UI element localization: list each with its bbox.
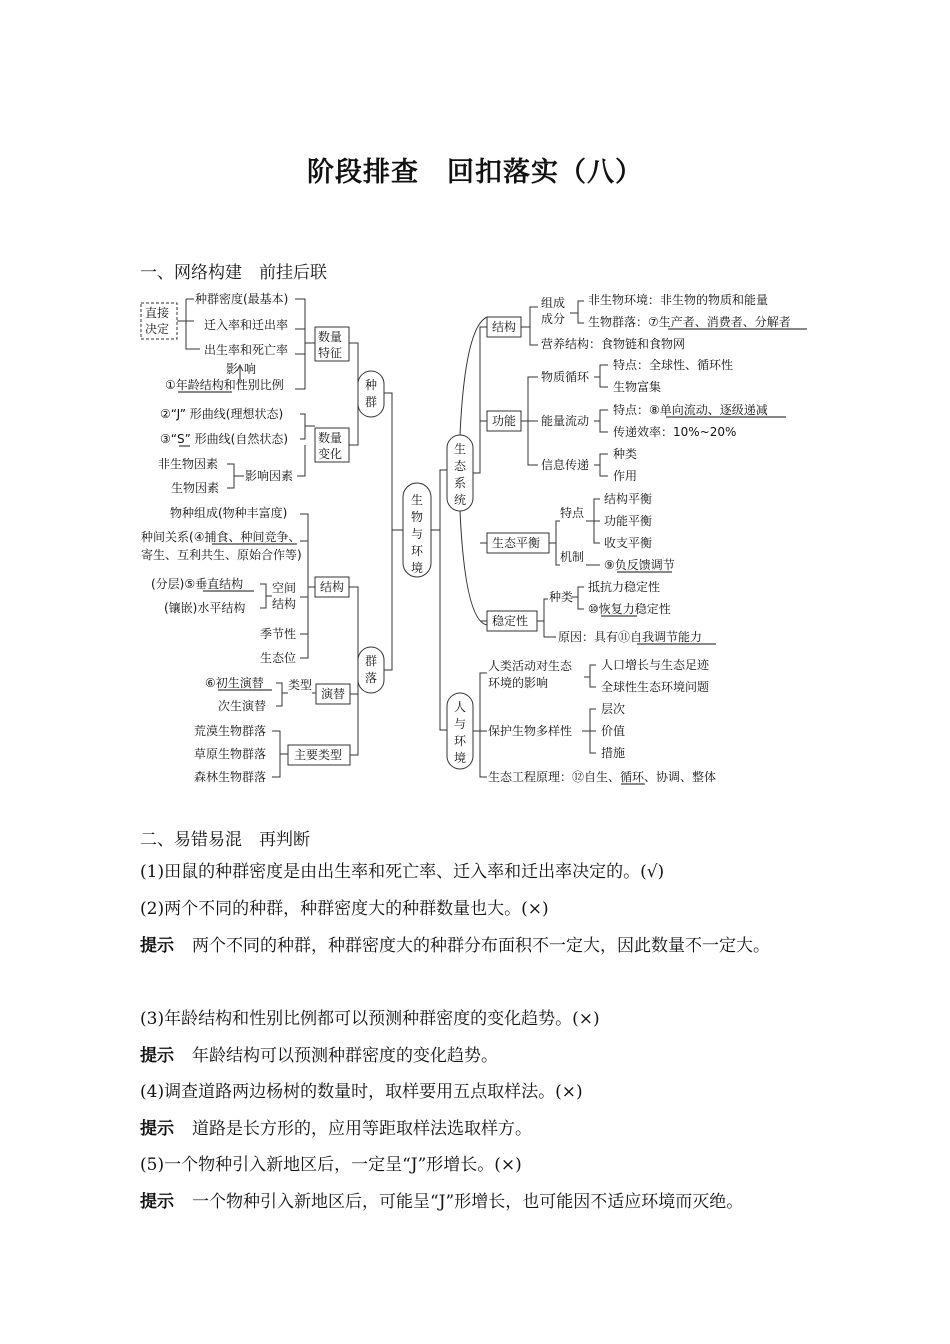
leixing: 类型 [288,678,313,692]
qunluo: 群 [365,654,378,668]
zhijie-label-2: 决定 [145,322,170,336]
chusheng-yanti: ⑥初生演替 [205,676,264,690]
stxt-2: 态 [454,459,467,473]
jijie: 季节性 [260,627,297,641]
yingxiang-2: 响 [244,362,257,376]
zhongjian-2: 寄生、互利共生、原始合作等) [141,548,302,562]
zhonglei: 种类 [549,590,574,604]
gongcheng: 生态工程原理：⑫自生、循环、协调、整体 [488,770,717,784]
renkou: 人口增长与生态足迹 [601,658,710,672]
gongneng-pingheng: 功能平衡 [604,514,653,528]
xinxi: 信息传递 [541,458,590,472]
stxt-4: 统 [454,493,467,507]
huangmo: 荒漠生物群落 [194,724,267,738]
caoyuan: 草原生物群落 [194,747,267,761]
jiegou-right: 结构 [492,320,517,334]
xx-zuoyong: 作用 [613,469,638,483]
page-title: 阶段排查 回扣落实（八） [307,157,643,188]
baohu: 保护生物多样性 [488,724,573,738]
shouzhi-pingheng: 收支平衡 [604,536,653,550]
concept-map [0,285,950,795]
question-1: (1)田鼠的种群密度是由出生率和死亡率、迁入率和迁出率决定的。(√) [140,862,665,882]
zhongqun-2: 群 [365,395,378,409]
wz-tedian: 特点：全球性、循环性 [613,358,734,372]
feishengwu: 非生物因素 [158,457,219,471]
shuliang-bianhua: 数量 [318,431,343,445]
question-4: (4)调查道路两边杨树的数量时，取样要用五点取样法。(×) [140,1082,583,1102]
j-curve: ②“J” 形曲线(理想状态) [160,407,284,421]
question-3: (3)年龄结构和性别比例都可以预测种群密度的变化趋势。(×) [140,1009,600,1029]
hint-text: 道路是长方形的，应用等距取样法选取样方。 [192,1119,532,1139]
yingxiang-yinsu: 影响因素 [245,469,294,483]
huifu: ⑩恢复力稳定性 [588,602,671,616]
cuoshi: 措施 [601,746,626,760]
tedian: 特点 [560,506,585,520]
wz-fuji: 生物富集 [613,380,662,394]
zhongqun: 种 [365,378,378,392]
rhj-1: 人 [454,700,467,714]
zhongjian-1: 种间关系(④捕食、种间竞争、 [141,530,301,544]
hint-5 [140,1184,860,1220]
shengtai-pingheng: 生态平衡 [492,536,541,550]
nl-xiaolv: 传递效率：10%~20% [613,425,737,439]
dikang: 抵抗力稳定性 [588,580,661,594]
cengci: 层次 [601,702,626,716]
hint-4 [140,1111,820,1147]
kongjian-2: 结构 [272,597,297,611]
xx-zhonglei: 种类 [613,447,638,461]
qianru: 迁入率和迁出率 [204,318,289,332]
hint-2 [140,928,820,964]
center-1: 生 [411,493,424,507]
section-heading-judge: 二、易错易混 再判断 [140,830,310,850]
center-2: 物 [411,510,424,524]
yuanyin: 原因：具有⑪自我调节能力 [558,630,703,644]
center-4: 环 [411,544,424,558]
quanqiu: 全球性生态环境问题 [601,680,710,694]
stxt-1: 生 [454,442,467,456]
wendingxing: 稳定性 [492,614,529,628]
midu: 种群密度(最基本) [195,292,289,306]
hint-text: 年龄结构可以预测种群密度的变化趋势。 [192,1046,498,1066]
s-curve: ③“S” 形曲线(自然状态) [160,432,289,446]
question-5: (5)一个物种引入新地区后，一定呈“J”形增长。(×) [140,1155,522,1175]
gongneng: 功能 [492,414,517,428]
hint-text: 两个不同的种群，种群密度大的种群分布面积不一定大，因此数量不一定大。 [192,936,770,956]
hint-3 [140,1038,820,1074]
kongjian: 空间 [272,581,297,595]
shengwu: 生物因素 [171,481,220,495]
chusheng: 出生率和死亡率 [204,343,289,357]
nl-tedian: 特点：⑧单向流动、逐级递减 [613,403,768,417]
center-5: 境 [411,561,424,575]
renlei-huodong-2: 环境的影响 [488,676,549,690]
zhijie-label: 直接 [145,306,170,320]
senlin: 森林生物群落 [194,770,267,784]
hint-label: 提示 [140,936,174,956]
yingyang: 营养结构：食物链和食物网 [541,337,686,351]
jiazhi: 价值 [601,724,626,738]
wuzhi-xunhuan: 物质循环 [541,370,590,384]
zucheng-2: 成分 [541,312,566,326]
hint-label: 提示 [140,1119,174,1139]
stxt-3: 系 [454,476,467,490]
hint-label: 提示 [140,1046,174,1066]
rhj-2: 与 [454,717,467,731]
shengwu-qunluo: 生物群落：⑦生产者、消费者、分解者 [588,315,791,329]
fankui: ⑨负反馈调节 [604,558,675,572]
shuliang-tezheng: 数量 [318,330,343,344]
yingxiang: 影 [226,362,239,376]
yanti: 演替 [321,687,346,701]
shuliang-bianhua-2: 变化 [318,447,343,461]
zhuyao-leixing: 主要类型 [294,748,343,762]
renlei-huodong: 人类活动对生态 [488,659,573,673]
nengliang: 能量流动 [541,414,590,428]
hint-label: 提示 [140,1192,174,1212]
hint-text: 一个物种引入新地区后，可能呈“J”形增长，也可能因不适应环境而灭绝。 [192,1192,744,1212]
shengtaiwei: 生态位 [260,651,297,665]
shuliang-tezheng-2: 特征 [318,346,343,360]
jizhi: 机制 [560,550,585,564]
feishengwu-huanjing: 非生物环境：非生物的物质和能量 [588,293,769,307]
rhj-4: 境 [454,751,467,765]
section-heading-network: 一、网络构建 前挂后联 [140,263,327,283]
fenceng: (分层)⑤垂直结构 [151,577,244,591]
question-2: (2)两个不同的种群，种群密度大的种群数量也大。(×) [140,899,549,919]
rhj-3: 环 [454,734,467,748]
jiegou-left: 结构 [320,580,345,594]
xiangqian: (镶嵌)水平结构 [164,601,246,615]
jiegou-pingheng: 结构平衡 [604,492,653,506]
cisheng-yanti: 次生演替 [218,699,267,713]
center-3: 与 [411,527,424,541]
zucheng: 组成 [541,296,566,310]
wuzhong: 物种组成(物种丰富度) [170,506,288,520]
qunluo-2: 落 [365,671,378,685]
nianling: ①年龄结构和性别比例 [165,378,284,392]
